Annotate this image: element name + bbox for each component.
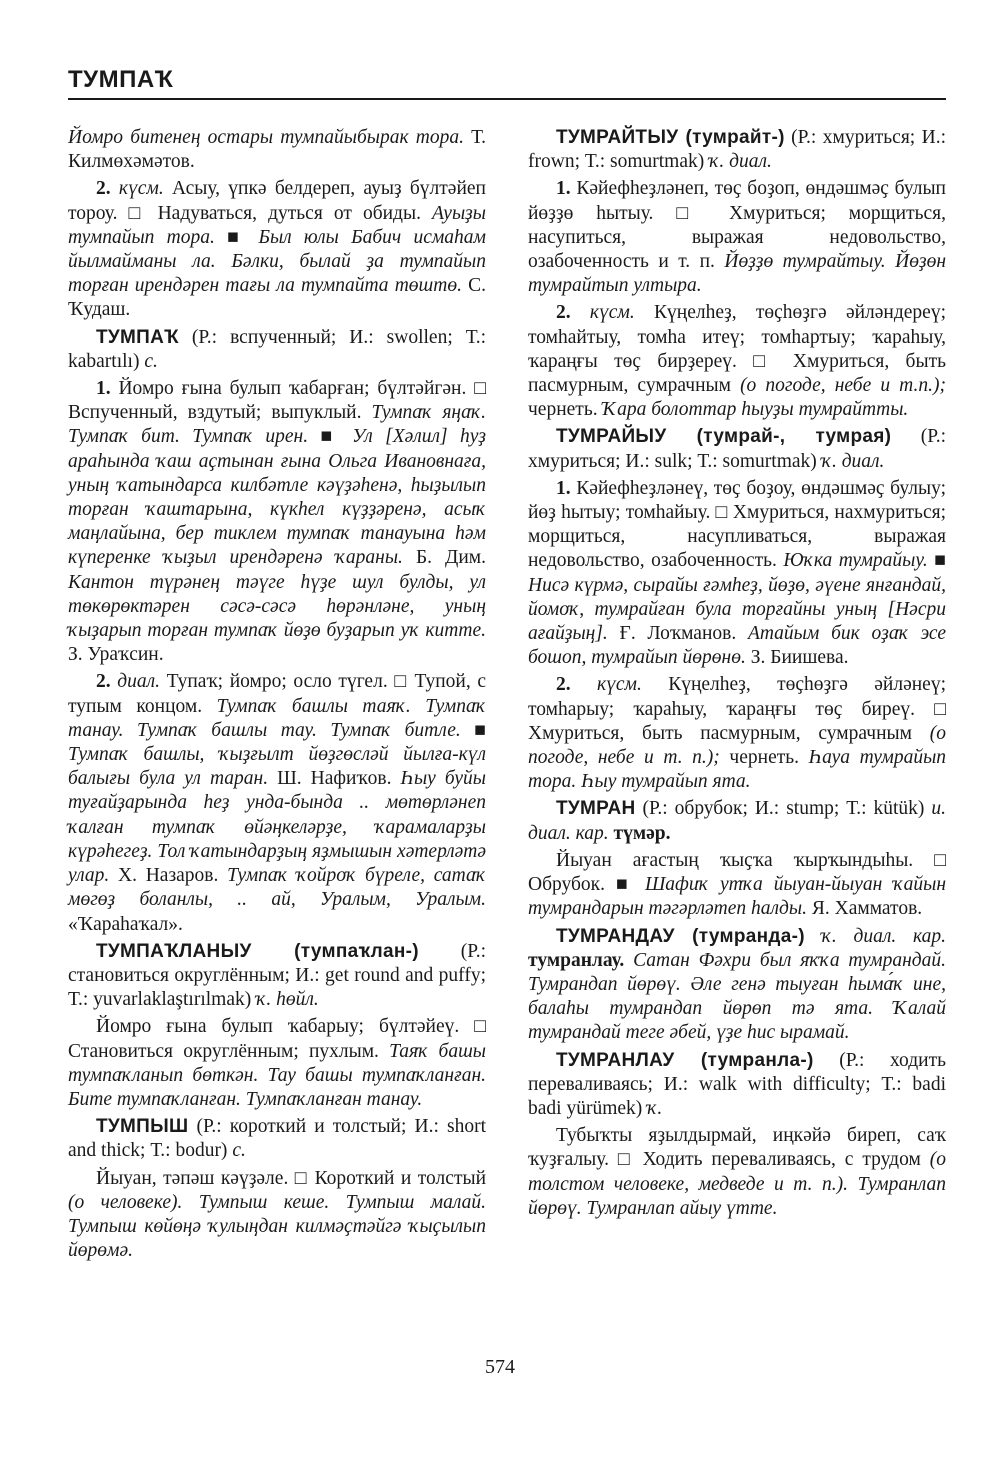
dictionary-entry: [528, 1049, 946, 1122]
entry-paragraph: [528, 673, 946, 794]
text-run: ■: [214, 226, 259, 248]
text-run: Я. Хамматов.: [806, 898, 923, 920]
text-run: Тумпаҡ яңаҡ. Тумпаҡ бит. Тумпаҡ ирен.: [68, 402, 486, 448]
entry-paragraph: [528, 477, 946, 671]
text-run: Күңелһеҙ, төҫһөҙгә әйләнеү; томһарыу; ҡараһыу, ҡараңғы төҫ биреү. □ Хмуриться, быть пасмурным, сумрачным: [528, 674, 946, 744]
text-run: С. Ҡудаш.: [68, 275, 486, 321]
entry-paragraph: [68, 177, 486, 322]
text-run: ҡ. диал.: [709, 151, 772, 173]
headword: ТУМРАЙТЫУ (тумрайт-): [556, 127, 785, 148]
text-run: [624, 950, 633, 971]
text-run: Кәйефһеҙләнеп, төҫ боҙоп, өндәшмәҫ булып йөҙҙө һытыу. □ Хмуриться; морщиться, насупиться, выражая недовольство, озабоченность и т. п.: [528, 178, 946, 273]
text-run: 1.: [96, 378, 111, 400]
entry-paragraph: [528, 849, 946, 922]
dictionary-entry: [68, 1115, 486, 1163]
text-run: Таяҡ башы тумпаҡланып бөткән. Тау башы тумпаҡланған. Бите тумпаҡланған. Тумпаҡланған танау.: [68, 1040, 486, 1110]
text-run: З. Ураҡсин.: [68, 644, 164, 666]
text-run: Йомро ғына булып ҡабарыу; бүлтәйеү. □ Становиться округлённым; пухлым.: [68, 1016, 486, 1062]
text-run: [805, 926, 822, 947]
text-run: Тумпаҡ ҡойроҡ бүреле, сатаҡ мөгөҙ боланлы, .. ай, Уралым, Уралым.: [68, 865, 487, 911]
entry-paragraph: [68, 1015, 486, 1112]
entry-paragraph: [68, 670, 486, 936]
text-run: Ҡара болоттар һыуҙы тумрайтты.: [602, 399, 909, 421]
text-run: Тумпаҡ башлы, ҡыҙғылт йөҙгөсләй йылға-күл балығы була ул таран.: [68, 744, 486, 790]
text-run: Йомро ғына булып ҡабарған; бүлтәйгән. □ Вспученный, вздутый; выпуклый.: [68, 378, 486, 424]
headword: ТУМРАНЛАУ (тумранла-): [556, 1049, 814, 1071]
text-run: ■: [460, 719, 486, 741]
text-run: Йыуан, тәпәш кәүҙәле. □ Короткий и толстый: [96, 1167, 486, 1189]
text-run: Йыуан ағастың ҡыҫҡа ҡырҡындыһы. □ Обрубок. ■: [528, 849, 946, 896]
text-run: 1.: [556, 477, 571, 499]
text-run: и. диал. кар.: [528, 798, 946, 844]
text-run: ■: [927, 550, 946, 572]
entry-paragraph: [68, 126, 486, 174]
text-run: Тубыҡты яҙылдырмай, иңкәйә биреп, саҡ ҡуҙғалыу. □ Ходить переваливаясь, с трудом: [528, 1125, 946, 1171]
text-run: (Р.: хмуриться; И.: sulk; Т.: somurtmak): [528, 426, 946, 472]
text-run: Ул [Хәлил] һуҙ араһында ҡаш аҫтынан ғына Ольга Ивановнаға, уның ҡатындарса килбәтле кәүҙәһенә, һыҙылып торған ҡаштарына, күкһел күҙҙәренә, асыҡ маңлайына, бер тиклем тумпаҡ танауына һәм күперенке ҡыҙыл ирендәренә ҡараны.: [68, 426, 486, 569]
text-run: Б. Дим.: [402, 547, 487, 569]
text-run: 1.: [556, 178, 571, 200]
text-run: (Р.: короткий и толстый; И.: short and thick; Т.: bodur): [68, 1116, 486, 1162]
text-run: түмәр.: [613, 822, 671, 844]
headword: ТУМПАҠ: [96, 326, 179, 348]
text-run: 2.: [96, 671, 118, 693]
right-column: [528, 126, 946, 1224]
text-run: Кантон түрәнең тәүге һүҙе шул булды, ул төкөрөктәрен сәсә-сәсә һөрәнләне, уның ҡыҙарып торған тумпаҡ йөҙө буҙарып уҡ китте.: [68, 571, 486, 642]
dictionary-entry: [528, 126, 946, 174]
entry-paragraph: [528, 301, 946, 422]
headword: ТУМПАҠЛАНЫУ (тумпаҡлан-): [96, 940, 419, 962]
headword: ТУМРАН: [556, 798, 636, 820]
text-run: Тупаҡ; йомро; осло түгел. □ Тупой, с тупым концом.: [68, 671, 487, 717]
text-run: (Р.: становиться округлённым; И.: get round and puffy; Т.: yuvarlaklaştırılmak): [68, 940, 486, 1011]
page-number: 574: [485, 1356, 515, 1378]
entry-paragraph: [68, 1167, 486, 1264]
text-run: Ш. Нафиҡов.: [268, 768, 401, 790]
dictionary-entry: [528, 425, 946, 473]
text-run: күсм.: [589, 302, 635, 324]
text-run: Йөҙҙө тумрайтыу. Йөҙөн тумрайтып ултыра.: [528, 251, 946, 297]
text-run: Юҡка тумрайыу.: [783, 550, 928, 572]
header-title: ТУМПАҠ: [68, 66, 174, 93]
dictionary-entry: [528, 797, 946, 845]
entry-paragraph: [528, 1124, 946, 1221]
text-run: ■: [308, 426, 353, 448]
text-run: (Р.: хмуриться; И.: frown; Т.: somurtmak): [528, 127, 946, 173]
text-run: Һауа тумрайып тора. Һыу тумрайып ята.: [528, 747, 947, 793]
text-run: 2.: [556, 302, 590, 324]
text-run: с.: [144, 350, 158, 372]
text-run: ҡ.: [647, 1097, 663, 1119]
text-run: 2.: [556, 674, 597, 696]
text-run: Т. Килмөхәмәтов.: [68, 127, 486, 173]
headword: ТУМРАНДАУ (тумранда-): [556, 925, 805, 947]
text-run: (о погоде, небе и т.п.);: [740, 375, 946, 397]
text-run: күсм.: [118, 178, 164, 200]
text-run: диал.: [117, 671, 161, 693]
text-run: Атайым бик оҙаҡ эсе бошоп, тумрайып йөрөнө.: [528, 623, 946, 669]
text-run: Сатан Фәхри был яҡҡа тумрандай. Тумрандап йөрөү. Әле генә тыуған һыма́ҡ ине, балаһы тумрандап йөрөп тә ята. Ҡалай тумрандай теге әбей, үҙе һис ырамай.: [528, 949, 946, 1044]
text-run: Был юлы Бабич исмаһам йылмайманы ла. Бәлки, былай ҙа тумпайып торған ирендәрен тағы ла тумпайта төштө.: [68, 226, 487, 297]
text-run: (о человеке). Тумпыш кеше. Тумпыш малай. Тумпыш көйөңә ҡулыңдан килмәҫтәйгә ҡыҫылып йөрөмә.: [68, 1191, 486, 1262]
text-run: Ғ. Лоҡманов.: [607, 623, 748, 645]
text-run: ҡ. һөйл.: [256, 989, 319, 1011]
text-run: (о погоде, небе и т. п.);: [528, 722, 946, 769]
text-run: З. Биишева.: [745, 647, 849, 669]
text-run: чернеть.: [719, 747, 809, 769]
text-run: Кәйефһеҙләнеү, төҫ боҙоу, өндәшмәҫ булыу; йөҙ һытыу; томһайыу. □ Хмуриться, нахмуриться; морщиться, насупливаться, выражая недовольство, озабоченность.: [528, 477, 946, 572]
dictionary-entry: [528, 925, 946, 1046]
text-run: Шафиҡ утҡа йыуан-йыуан ҡайын тумрандарын тәгәрләтеп һалды.: [528, 874, 946, 920]
text-run: Күңелһеҙ, төҫһөҙгә әйләндереү; томһайтыу, томһа итеү; томһартыу; ҡараһыу, ҡараңғы төҫ бирҙереү. □ Хмуриться, быть пасмурным, сумрачным: [528, 302, 947, 397]
entry-paragraph: [528, 177, 946, 298]
text-run: тумранлау.: [528, 949, 625, 971]
left-column: [68, 126, 486, 1266]
text-run: чернеть.: [528, 399, 603, 421]
headword: ТУМРАЙЫУ (тумрай-, тумрая): [556, 426, 892, 448]
dictionary-entry: [68, 940, 486, 1013]
text-run: (о толстом человеке, медведе и т. п.). Тумранлап йөрөү. Тумранлап айыу үтте.: [528, 1149, 946, 1219]
headword: ТУМПЫШ: [96, 1116, 189, 1138]
text-run: (Р.: обрубок; И.: stump; Т.: kütük): [635, 798, 932, 820]
text-run: Йомро битенең остары тумпайыбырак тора.: [68, 127, 464, 148]
text-run: Нисә күрмә, сырайы ғәмһеҙ, йөҙө, әүене янғандай, йомоҡ, тумрайған була торғайны уның [Нәсри ағайҙың].: [528, 574, 946, 645]
entry-paragraph: [68, 377, 486, 667]
text-run: 2.: [96, 178, 119, 200]
text-run: (Р.: ходить переваливаясь; И.: walk with difficulty; Т.: badi badi yürümek): [528, 1049, 946, 1119]
dictionary-entry: [68, 326, 486, 374]
text-run: Һыу буйы туғайҙарында һеҙ унда-бында .. мөтөрләнеп ҡалған тумпаҡ өйәңкеләрҙе, ҡарамаларҙы күрәһегеҙ. Тол ҡатындарҙың яҙмышын хәтерләтә улар.: [68, 768, 486, 887]
text-run: «Ҡараһаҡал».: [68, 913, 183, 935]
text-run: ҡ. диал.: [821, 450, 885, 472]
text-run: Асыу, үпкә белдереп, ауыҙ бүлтәйеп тороу. □ Надуваться, дуться от обиды.: [68, 178, 486, 224]
text-run: Тумпаҡ башлы таяҡ. Тумпаҡ танау. Тумпаҡ башлы тау. Тумпаҡ битле.: [68, 695, 486, 741]
text-run: с.: [232, 1140, 246, 1162]
running-header: [68, 58, 946, 100]
text-run: Х. Назаров.: [109, 865, 228, 887]
text-run: (Р.: вспученный; И.: swollen; Т.: kabartılı): [68, 326, 486, 372]
text-run: күсм.: [596, 674, 642, 696]
text-run: Ауыҙы тумпайып тора.: [68, 202, 486, 248]
text-run: ҡ. диал. кар.: [821, 925, 946, 947]
